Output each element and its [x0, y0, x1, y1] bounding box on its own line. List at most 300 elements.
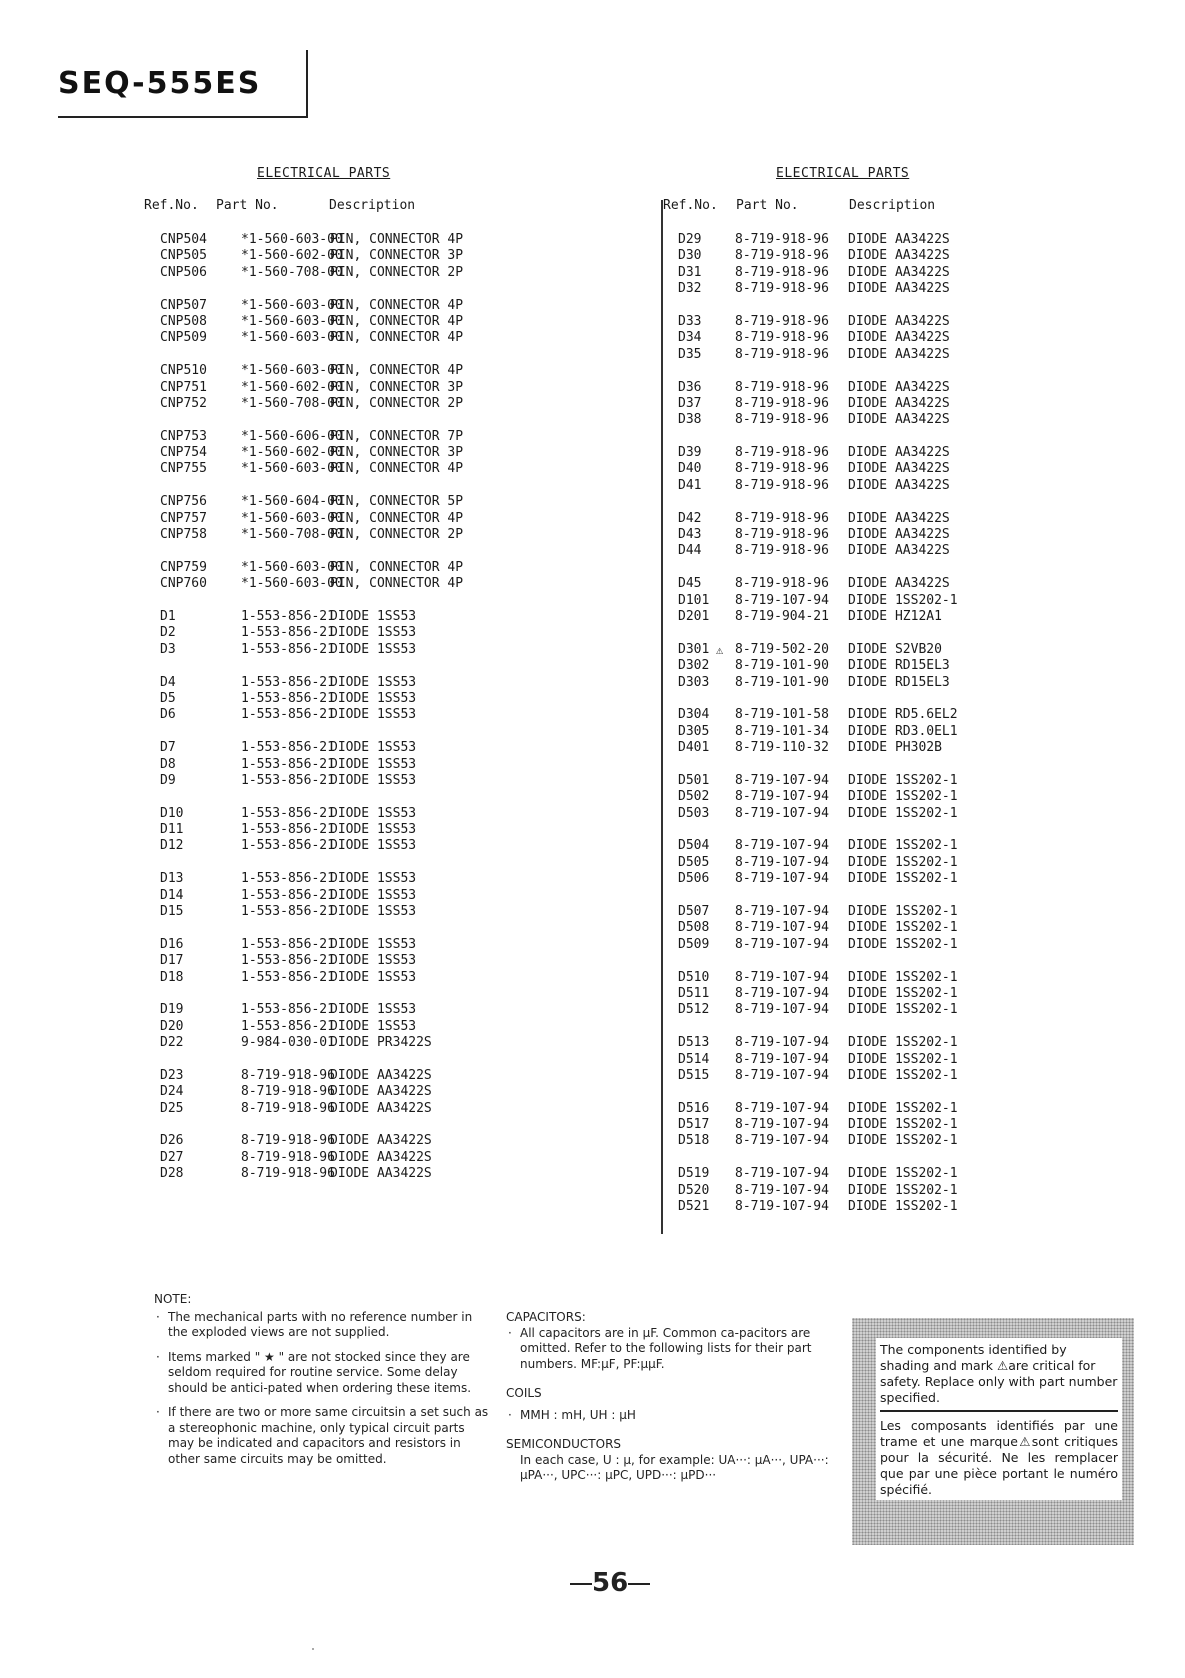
- part-number: 8-719-107-94: [735, 1133, 829, 1149]
- parts-group: [160, 363, 500, 412]
- ref-number: CNP505: [160, 248, 207, 264]
- ref-number: CNP759: [160, 559, 207, 575]
- ref-number: D401: [678, 740, 710, 756]
- part-number: *1-560-708-00: [241, 264, 343, 280]
- parts-row: [160, 1019, 500, 1035]
- parts-group: [678, 576, 978, 625]
- column-divider: [661, 200, 663, 1234]
- parts-row: [678, 330, 978, 346]
- parts-group: [160, 806, 500, 855]
- part-number: 8-719-107-94: [735, 1166, 829, 1182]
- parts-group: [160, 871, 500, 920]
- part-number: 8-719-918-96: [241, 1149, 335, 1165]
- part-description: DIODE 1SS53: [330, 625, 417, 641]
- warning-triangle-icon: ⚠: [997, 1358, 1009, 1373]
- part-number: 8-719-107-94: [735, 936, 829, 952]
- parts-group: [678, 904, 978, 953]
- ref-number: D9: [160, 772, 176, 788]
- ref-number: D20: [160, 1018, 184, 1034]
- part-number: 8-719-918-96: [735, 346, 829, 362]
- parts-row: [678, 920, 978, 936]
- coils-title: COILS: [506, 1386, 542, 1400]
- parts-row: [160, 330, 500, 346]
- parts-row: [678, 937, 978, 953]
- part-description: DIODE 1SS53: [330, 674, 417, 690]
- part-description: DIODE 1SS53: [330, 887, 417, 903]
- ref-number: D7: [160, 740, 176, 756]
- part-number: 8-719-107-94: [735, 805, 829, 821]
- ref-number: D520: [678, 1182, 710, 1198]
- parts-row: [160, 1084, 500, 1100]
- left-parts-list: [160, 232, 500, 1199]
- ref-number: D521: [678, 1199, 710, 1215]
- part-number: 8-719-107-94: [735, 1035, 829, 1051]
- abbreviations-block: [506, 1310, 841, 1484]
- parts-row: [678, 789, 978, 805]
- parts-row: [678, 707, 978, 723]
- ref-number: CNP508: [160, 313, 207, 329]
- parts-row: [160, 675, 500, 691]
- parts-row: [678, 675, 978, 691]
- ref-number: CNP504: [160, 232, 207, 247]
- part-number: 8-719-918-96: [241, 1166, 335, 1182]
- parts-row: [678, 1101, 978, 1117]
- parts-group: [160, 740, 500, 789]
- part-description: DIODE AA3422S: [848, 232, 950, 247]
- part-description: DIODE RD3.0EL1: [848, 723, 958, 739]
- ref-number: D12: [160, 838, 184, 854]
- part-description: DIODE 1SS202-1: [848, 854, 958, 870]
- part-number: 8-719-107-94: [735, 1117, 829, 1133]
- part-number: *1-560-708-00: [241, 395, 343, 411]
- ref-number: D8: [160, 756, 176, 772]
- ref-number: D501: [678, 772, 710, 788]
- parts-group: [160, 429, 500, 478]
- parts-row: [160, 511, 500, 527]
- parts-row: [160, 1150, 500, 1166]
- part-description: DIODE 1SS202-1: [848, 1100, 958, 1116]
- ref-number: D2: [160, 625, 176, 641]
- part-description: PIN, CONNECTOR 7P: [330, 428, 464, 444]
- part-description: DIODE AA3422S: [848, 445, 950, 461]
- part-description: DIODE AA3422S: [848, 264, 950, 280]
- part-description: PIN, CONNECTOR 5P: [330, 494, 464, 510]
- part-number: 1-553-856-21: [241, 887, 335, 903]
- ref-number: D513: [678, 1035, 710, 1051]
- ref-number: D508: [678, 920, 710, 936]
- ref-number: D39: [678, 445, 702, 461]
- parts-row: [160, 1068, 500, 1084]
- parts-row: [160, 757, 500, 773]
- parts-row: [160, 1166, 500, 1182]
- part-number: 1-553-856-21: [241, 707, 335, 723]
- part-number: 1-553-856-21: [241, 756, 335, 772]
- part-description: DIODE AA3422S: [848, 510, 950, 526]
- capacitors-title: CAPACITORS:: [506, 1310, 586, 1324]
- parts-row: [678, 265, 978, 281]
- ref-number: D516: [678, 1100, 710, 1116]
- part-description: DIODE AA3422S: [848, 527, 950, 543]
- parts-row: [678, 724, 978, 740]
- part-number: 8-719-107-94: [735, 920, 829, 936]
- part-number: 1-553-856-21: [241, 838, 335, 854]
- part-number: 8-719-107-94: [735, 1100, 829, 1116]
- part-number: 1-553-856-21: [241, 772, 335, 788]
- part-description: PIN, CONNECTOR 2P: [330, 264, 464, 280]
- part-description: DIODE 1SS202-1: [848, 920, 958, 936]
- part-number: 1-553-856-21: [241, 641, 335, 657]
- right-parts-list: [678, 232, 978, 1232]
- scan-speck: [312, 1648, 314, 1650]
- parts-row: [678, 855, 978, 871]
- parts-group: [678, 445, 978, 494]
- part-description: DIODE 1SS53: [330, 707, 417, 723]
- part-number: *1-560-603-00: [241, 313, 343, 329]
- part-description: DIODE AA3422S: [330, 1084, 432, 1100]
- parts-row: [160, 298, 500, 314]
- part-description: PIN, CONNECTOR 4P: [330, 461, 464, 477]
- part-number: *1-560-603-00: [241, 330, 343, 346]
- ref-number: D302: [678, 658, 710, 674]
- part-description: DIODE AA3422S: [330, 1149, 432, 1165]
- parts-row: [160, 396, 500, 412]
- parts-row: [160, 871, 500, 887]
- parts-group: [160, 298, 500, 347]
- parts-row: [160, 970, 500, 986]
- part-description: DIODE AA3422S: [848, 412, 950, 428]
- parts-row: [160, 1035, 500, 1051]
- ref-number: D518: [678, 1133, 710, 1149]
- part-description: PIN, CONNECTOR 4P: [330, 559, 464, 575]
- part-number: 1-553-856-21: [241, 969, 335, 985]
- part-description: DIODE 1SS53: [330, 822, 417, 838]
- part-description: DIODE 1SS53: [330, 838, 417, 854]
- part-number: 8-719-918-96: [735, 281, 829, 297]
- parts-row: [678, 445, 978, 461]
- part-description: DIODE AA3422S: [848, 477, 950, 493]
- part-description: DIODE 1SS202-1: [848, 1002, 958, 1018]
- parts-row: [678, 838, 978, 854]
- ref-number: D17: [160, 953, 184, 969]
- part-number: 8-719-918-96: [735, 576, 829, 592]
- parts-group: [678, 314, 978, 363]
- parts-row: [678, 347, 978, 363]
- ref-number: D34: [678, 330, 702, 346]
- ref-number: CNP751: [160, 379, 207, 395]
- parts-row: [678, 281, 978, 297]
- ref-number: CNP755: [160, 461, 207, 477]
- part-number: 8-719-101-58: [735, 707, 829, 723]
- parts-row: [160, 822, 500, 838]
- part-description: DIODE PR3422S: [330, 1035, 432, 1051]
- part-description: PIN, CONNECTOR 4P: [330, 363, 464, 379]
- part-number: 8-719-107-94: [735, 904, 829, 920]
- part-number: 8-719-918-96: [735, 477, 829, 493]
- ref-number: D23: [160, 1067, 184, 1083]
- part-description: DIODE RD5.6EL2: [848, 707, 958, 723]
- ref-number: D14: [160, 887, 184, 903]
- parts-row: [678, 1199, 978, 1215]
- part-description: DIODE 1SS202-1: [848, 1133, 958, 1149]
- ref-number: CNP507: [160, 297, 207, 313]
- part-number: 8-719-918-96: [735, 510, 829, 526]
- parts-row: [160, 740, 500, 756]
- semiconductors-title: SEMICONDUCTORS: [506, 1437, 622, 1451]
- part-description: DIODE 1SS53: [330, 871, 417, 887]
- part-description: DIODE 1SS53: [330, 756, 417, 772]
- part-description: PIN, CONNECTOR 4P: [330, 232, 464, 247]
- parts-row: [678, 1068, 978, 1084]
- parts-group: [160, 560, 500, 593]
- ref-number: D303: [678, 674, 710, 690]
- part-number: 8-719-107-94: [735, 1199, 829, 1215]
- part-number: 8-719-904-21: [735, 608, 829, 624]
- part-description: DIODE 1SS202-1: [848, 1166, 958, 1182]
- part-description: DIODE 1SS202-1: [848, 871, 958, 887]
- ref-header: Ref.No.: [663, 198, 718, 213]
- coils-text: · MMH : mH, UH : μH: [506, 1408, 841, 1424]
- ref-number: D101: [678, 592, 710, 608]
- part-description: DIODE PH302B: [848, 740, 942, 756]
- part-description: PIN, CONNECTOR 4P: [330, 297, 464, 313]
- part-description: DIODE 1SS53: [330, 740, 417, 756]
- part-number: 8-719-101-90: [735, 658, 829, 674]
- part-description: DIODE HZ12A1: [848, 608, 942, 624]
- part-number: 8-719-502-20: [735, 641, 829, 657]
- part-description: DIODE 1SS202-1: [848, 904, 958, 920]
- parts-row: [678, 380, 978, 396]
- ref-number: D4: [160, 674, 176, 690]
- part-number: 9-984-030-01: [241, 1035, 335, 1051]
- part-description: DIODE AA3422S: [848, 395, 950, 411]
- parts-group: [678, 511, 978, 560]
- parts-row: [678, 642, 978, 658]
- parts-row: [160, 953, 500, 969]
- part-number: 1-553-856-21: [241, 674, 335, 690]
- parts-row: [678, 511, 978, 527]
- parts-row: [160, 707, 500, 723]
- parts-row: [160, 576, 500, 592]
- part-description: DIODE 1SS53: [330, 936, 417, 952]
- parts-row: [160, 609, 500, 625]
- parts-group: [678, 1166, 978, 1215]
- part-description: PIN, CONNECTOR 4P: [330, 313, 464, 329]
- parts-row: [160, 494, 500, 510]
- parts-row: [160, 429, 500, 445]
- part-number: 8-719-918-96: [735, 445, 829, 461]
- part-number: 1-553-856-21: [241, 953, 335, 969]
- part-number: 1-553-856-21: [241, 1002, 335, 1018]
- part-description: DIODE AA3422S: [848, 313, 950, 329]
- part-description: DIODE 1SS202-1: [848, 838, 958, 854]
- ref-number: D27: [160, 1149, 184, 1165]
- part-number: 8-719-918-96: [241, 1084, 335, 1100]
- parts-row: [160, 1133, 500, 1149]
- part-description: DIODE 1SS53: [330, 1018, 417, 1034]
- part-description: DIODE 1SS53: [330, 608, 417, 624]
- parts-row: [678, 576, 978, 592]
- desc-header: Description: [329, 198, 416, 213]
- part-number: 8-719-918-96: [735, 313, 829, 329]
- parts-row: [160, 806, 500, 822]
- parts-group: [160, 609, 500, 658]
- ref-number: D19: [160, 1002, 184, 1018]
- ref-number: D16: [160, 936, 184, 952]
- parts-row: [160, 904, 500, 920]
- ref-header: Ref.No.: [144, 198, 199, 213]
- part-description: DIODE AA3422S: [848, 461, 950, 477]
- ref-number: CNP752: [160, 395, 207, 411]
- ref-number: D35: [678, 346, 702, 362]
- part-number: 8-719-107-94: [735, 1067, 829, 1083]
- ref-number: D301: [678, 641, 710, 657]
- safety-notice-english: The components identified by shading and mark ⚠are critical for safety. Replace only with part number specified.: [880, 1342, 1118, 1405]
- ref-number: D514: [678, 1051, 710, 1067]
- safety-notice: [876, 1338, 1122, 1500]
- desc-header: Description: [849, 198, 936, 213]
- part-number: 8-719-107-94: [735, 985, 829, 1001]
- parts-group: [160, 1068, 500, 1117]
- ref-number: CNP754: [160, 445, 207, 461]
- part-description: DIODE 1SS202-1: [848, 592, 958, 608]
- ref-number: D502: [678, 789, 710, 805]
- ref-number: D30: [678, 248, 702, 264]
- part-number: 8-719-107-94: [735, 854, 829, 870]
- ref-number: D11: [160, 822, 184, 838]
- parts-row: [678, 1035, 978, 1051]
- parts-row: [160, 642, 500, 658]
- part-number: *1-560-602-00: [241, 248, 343, 264]
- part-description: DIODE 1SS53: [330, 690, 417, 706]
- parts-row: [160, 625, 500, 641]
- ref-number: D40: [678, 461, 702, 477]
- parts-group: [678, 232, 978, 298]
- part-number: 8-719-107-94: [735, 969, 829, 985]
- ref-number: D519: [678, 1166, 710, 1182]
- note-title: NOTE:: [154, 1292, 192, 1306]
- ref-number: D37: [678, 395, 702, 411]
- parts-row: [678, 970, 978, 986]
- part-description: DIODE AA3422S: [330, 1067, 432, 1083]
- part-number: *1-560-603-00: [241, 576, 343, 592]
- parts-row: [678, 740, 978, 756]
- right-section-title: ELECTRICAL PARTS: [776, 166, 910, 181]
- title-rule-horizontal: [58, 116, 308, 118]
- ref-number: D33: [678, 313, 702, 329]
- ref-number: CNP757: [160, 510, 207, 526]
- ref-number: D28: [160, 1166, 184, 1182]
- ref-number: D29: [678, 232, 702, 247]
- capacitors-text: · All capacitors are in μF. Common ca-pacitors are omitted. Refer to the following lists for their part numbers. MF:μF, PF:μμF.: [506, 1326, 841, 1373]
- safety-notice-french: Les composants identifiés par une trame et une marque⚠sont critiques pour la sécurité. Ne les remplacer que par une pièce portant le numéro spécifié.: [880, 1418, 1118, 1497]
- part-description: DIODE AA3422S: [330, 1166, 432, 1182]
- ref-number: CNP760: [160, 576, 207, 592]
- left-column-header: [144, 198, 444, 216]
- part-description: PIN, CONNECTOR 4P: [330, 510, 464, 526]
- ref-number: D15: [160, 904, 184, 920]
- part-number: 8-719-918-96: [241, 1133, 335, 1149]
- part-header: Part No.: [736, 198, 799, 213]
- part-description: DIODE RD15EL3: [848, 658, 950, 674]
- part-description: PIN, CONNECTOR 4P: [330, 330, 464, 346]
- part-description: DIODE 1SS202-1: [848, 1199, 958, 1215]
- parts-group: [678, 1035, 978, 1084]
- part-description: PIN, CONNECTOR 3P: [330, 445, 464, 461]
- parts-row: [160, 380, 500, 396]
- part-description: DIODE RD15EL3: [848, 674, 950, 690]
- ref-number: D24: [160, 1084, 184, 1100]
- ref-number: CNP756: [160, 494, 207, 510]
- parts-row: [678, 412, 978, 428]
- part-description: DIODE 1SS53: [330, 772, 417, 788]
- note-item: · Items marked " ★ " are not stocked since they are seldom required for routine service. Some delay should be antici-pated when ordering these items.: [154, 1350, 489, 1397]
- ref-number: CNP758: [160, 527, 207, 543]
- ref-number: D38: [678, 412, 702, 428]
- parts-row: [160, 445, 500, 461]
- parts-row: [678, 806, 978, 822]
- part-description: DIODE 1SS202-1: [848, 772, 958, 788]
- part-description: DIODE AA3422S: [330, 1100, 432, 1116]
- ref-number: D36: [678, 379, 702, 395]
- ref-number: D42: [678, 510, 702, 526]
- parts-row: [160, 314, 500, 330]
- ref-number: D510: [678, 969, 710, 985]
- part-description: DIODE AA3422S: [848, 248, 950, 264]
- parts-row: [160, 888, 500, 904]
- ref-number: D41: [678, 477, 702, 493]
- part-number: 8-719-107-94: [735, 1182, 829, 1198]
- part-description: DIODE 1SS202-1: [848, 1182, 958, 1198]
- part-number: 8-719-918-96: [241, 1067, 335, 1083]
- ref-number: D304: [678, 707, 710, 723]
- part-number: 8-719-107-94: [735, 838, 829, 854]
- part-description: PIN, CONNECTOR 3P: [330, 379, 464, 395]
- part-description: DIODE 1SS53: [330, 641, 417, 657]
- ref-number: D45: [678, 576, 702, 592]
- part-number: 8-719-918-96: [735, 527, 829, 543]
- part-description: DIODE AA3422S: [848, 330, 950, 346]
- part-number: 8-719-101-34: [735, 723, 829, 739]
- left-section-title: ELECTRICAL PARTS: [257, 166, 391, 181]
- parts-group: [678, 773, 978, 822]
- part-number: 1-553-856-21: [241, 936, 335, 952]
- part-description: DIODE AA3422S: [848, 379, 950, 395]
- part-description: DIODE 1SS202-1: [848, 789, 958, 805]
- part-description: DIODE 1SS202-1: [848, 1117, 958, 1133]
- ref-number: CNP510: [160, 363, 207, 379]
- part-number: 8-719-107-94: [735, 789, 829, 805]
- ref-number: D32: [678, 281, 702, 297]
- note-block: [154, 1292, 489, 1476]
- part-number: 8-719-101-90: [735, 674, 829, 690]
- part-number: 8-719-918-96: [241, 1100, 335, 1116]
- part-description: DIODE 1SS202-1: [848, 1067, 958, 1083]
- part-description: PIN, CONNECTOR 4P: [330, 576, 464, 592]
- ref-number: CNP506: [160, 264, 207, 280]
- part-number: 8-719-918-96: [735, 412, 829, 428]
- parts-group: [678, 707, 978, 756]
- part-number: *1-560-606-00: [241, 428, 343, 444]
- part-description: DIODE 1SS202-1: [848, 805, 958, 821]
- part-number: 1-553-856-21: [241, 690, 335, 706]
- part-number: 1-553-856-21: [241, 740, 335, 756]
- parts-row: [160, 527, 500, 543]
- parts-row: [678, 1133, 978, 1149]
- parts-row: [160, 560, 500, 576]
- part-description: DIODE 1SS202-1: [848, 969, 958, 985]
- part-description: DIODE 1SS202-1: [848, 985, 958, 1001]
- ref-number: D1: [160, 608, 176, 624]
